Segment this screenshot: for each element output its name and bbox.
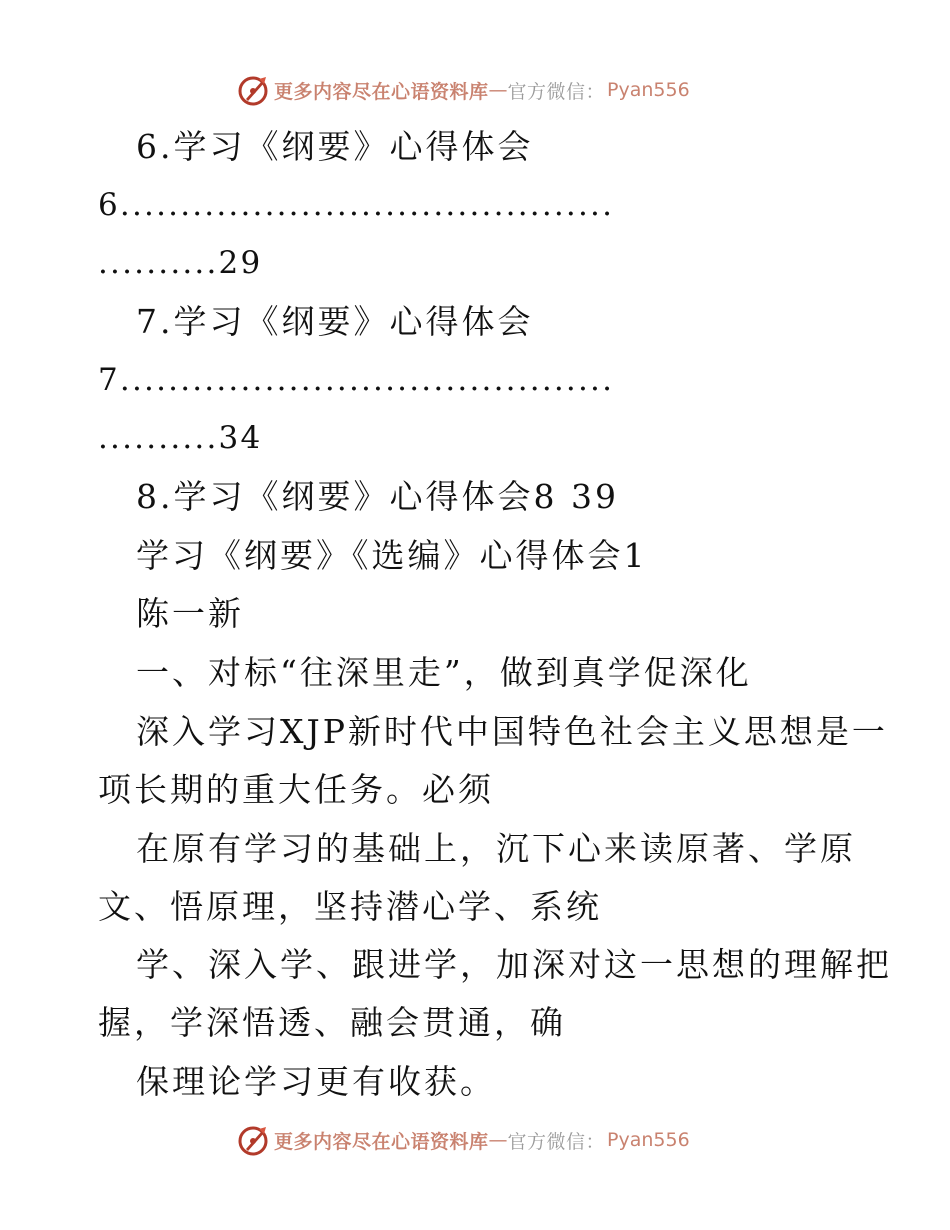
paragraph-line: 在原有学习的基础上，沉下心来读原著、学原 (136, 829, 856, 868)
paragraph-line: 保理论学习更有收获。 (136, 1062, 496, 1101)
toc-item-7-title: 7.学习《纲要》心得体会 (136, 302, 534, 341)
toc-item-6-page: ..........29 (98, 245, 263, 281)
toc-item-7-page: ..........34 (98, 420, 263, 456)
banner-sub-text: 官方微信： (507, 80, 606, 103)
paragraph-line: 文、悟原理，坚持潜心学、系统 (98, 887, 602, 926)
banner-separator: — (488, 79, 508, 101)
banner-wechat-id: Pyan556 (607, 1129, 690, 1151)
toc-item-6-leader: 6......................................... (98, 187, 615, 223)
article-author: 陈一新 (136, 594, 244, 633)
toc-item-7-leader: 7......................................... (98, 362, 615, 398)
article-title: 学习《纲要》《选编》心得体会1 (136, 536, 648, 575)
section-heading: 一、对标“往深里走”，做到真学促深化 (136, 653, 752, 692)
banner-sub-text: 官方微信： (507, 1130, 606, 1153)
banner-main-text: 更多内容尽在心语资料库 (274, 80, 489, 103)
banner-separator: — (488, 1129, 508, 1151)
footer-watermark-banner (236, 1122, 690, 1158)
banner-main-text: 更多内容尽在心语资料库 (274, 1130, 489, 1153)
paragraph-line: 项长期的重大任务。必须 (98, 770, 494, 809)
paragraph-line: 深入学习XJP新时代中国特色社会主义思想是一 (136, 712, 888, 751)
paragraph-line: 学、深入学、跟进学，加深对这一思想的理解把 (136, 945, 892, 984)
banner-wechat-id: Pyan556 (607, 79, 690, 101)
paragraph-line: 握，学深悟透、融会贯通，确 (98, 1003, 566, 1042)
toc-item-6-title: 6.学习《纲要》心得体会 (136, 127, 534, 166)
quill-in-circle-icon (236, 1123, 270, 1157)
toc-item-8: 8.学习《纲要》心得体会8 39 (136, 477, 619, 516)
header-watermark-banner (236, 72, 690, 108)
quill-in-circle-icon (236, 73, 270, 107)
